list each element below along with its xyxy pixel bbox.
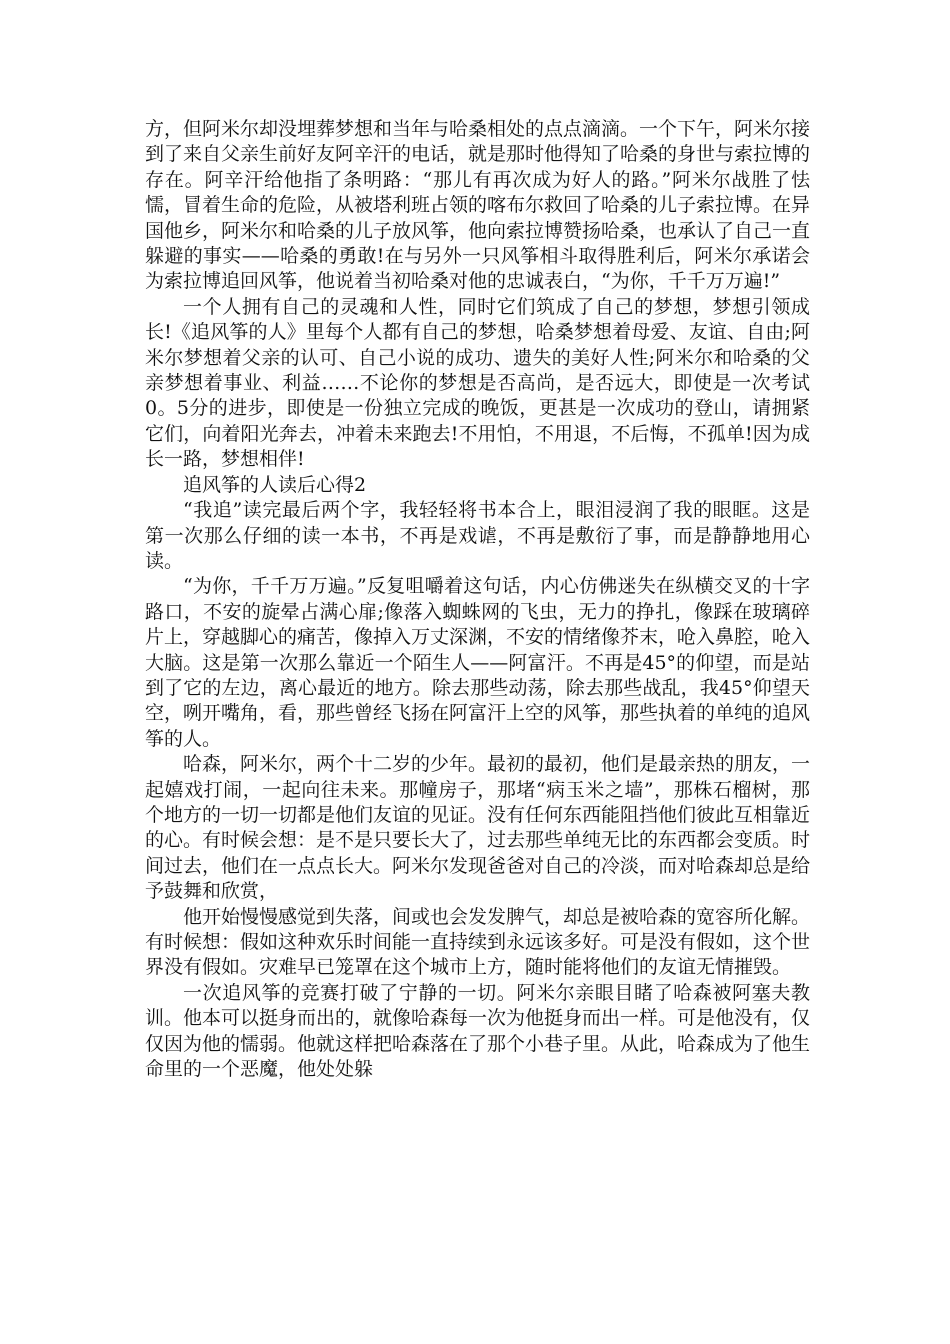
paragraph-6: 他开始慢慢感觉到失落，间或也会发发脾气，却总是被哈森的宽容所化解。有时候想：假如这种欢乐时间能一直持续到永远该多好。可是没有假如，这个世界没有假如。灾难早已笼罩在这个城市上方，随时能将他们的友谊无情摧毁。: [145, 905, 811, 979]
paragraph-4: “为你，千千万万遍。”反复咀嚼着这句话，内心仿佛迷失在纵横交叉的十字路口，不安的旋晕占满心扉;像落入蜘蛛网的飞虫，无力的挣扎，像踩在玻璃碎片上，穿越脚心的痛苦，像掉入万丈深渊，不安的情绪像芥末，呛入鼻腔，呛入大脑。这是第一次那么靠近一个陌生人——阿富汗。不再是45°的仰望，而是站到了它的左边，离心最近的地方。除去那些动荡，除去那些战乱，我45°仰望天空，咧开嘴角，看，那些曾经飞扬在阿富汗上空的风筝，那些执着的单纯的追风筝的人。: [145, 575, 811, 750]
paragraph-2: 一个人拥有自己的灵魂和人性，同时它们筑成了自己的梦想，梦想引领成长!《追风筝的人》里每个人都有自己的梦想，哈桑梦想着母爱、友谊、自由;阿米尔梦想着父亲的认可、自己小说的成功、遗失的美好人性;阿米尔和哈桑的父亲梦想着事业、利益……不论你的梦想是否高尚，是否远大，即使是一次考试0。5分的进步，即使是一份独立完成的晚饭，更甚是一次成功的登山，请拥紧它们，向着阳光奔去，冲着未来跑去!不用怕，不用退，不后悔，不孤单!因为成长一路，梦想相伴!: [145, 295, 810, 471]
paragraph-3: “我追”读完最后两个字，我轻轻将书本合上，眼泪浸润了我的眼眶。这是第一次那么仔细的读一本书，不再是戏谑，不再是敷衍了事，而是静静地用心读。: [145, 499, 810, 572]
paragraph-5: 哈森，阿米尔，两个十二岁的少年。最初的最初，他们是最亲热的朋友，一起嬉戏打闹，一起向往未来。那幢房子，那堵“病玉米之墙”，那株石榴树，那个地方的一切一切都是他们友谊的见证。没有任何东西能阻挡他们彼此互相靠近的心。有时候会想：是不是只要长大了，过去那些单纯无比的东西都会变质。时间过去，他们在一点点长大。阿米尔发现爸爸对自己的冷淡，而对哈森却总是给予鼓舞和欣赏，: [145, 753, 811, 903]
section-heading: 追风筝的人读后心得2: [183, 473, 367, 496]
document-page: [145, 117, 810, 1082]
paragraph-7: 一次追风筝的竞赛打破了宁静的一切。阿米尔亲眼目睹了哈森被阿塞夫教训。他本可以挺身而出的，就像哈森每一次为他挺身而出一样。可是他没有，仅仅因为他的懦弱。他就这样把哈森落在了那个小巷子里。从此，哈森成为了他生命里的一个恶魔，他处处躲: [145, 981, 811, 1081]
paragraph-1: 方，但阿米尔却没埋葬梦想和当年与哈桑相处的点点滴滴。一个下午，阿米尔接到了来自父亲生前好友阿辛汗的电话，就是那时他得知了哈桑的身世与索拉博的存在。阿辛汗给他指了条明路：“那儿有再次成为好人的路。”阿米尔战胜了怯懦，冒着生命的危险，从被塔利班占领的喀布尔救回了哈桑的儿子索拉博。在异国他乡，阿米尔和哈桑的儿子放风筝，他向索拉博赞扬哈桑，也承认了自己一直躲避的事实——哈桑的勇敢!在与另外一只风筝相斗取得胜利后，阿米尔承诺会为索拉博追回风筝，他说着当初哈桑对他的忠诚表白，“为你，千千万万遍!”: [145, 118, 811, 293]
